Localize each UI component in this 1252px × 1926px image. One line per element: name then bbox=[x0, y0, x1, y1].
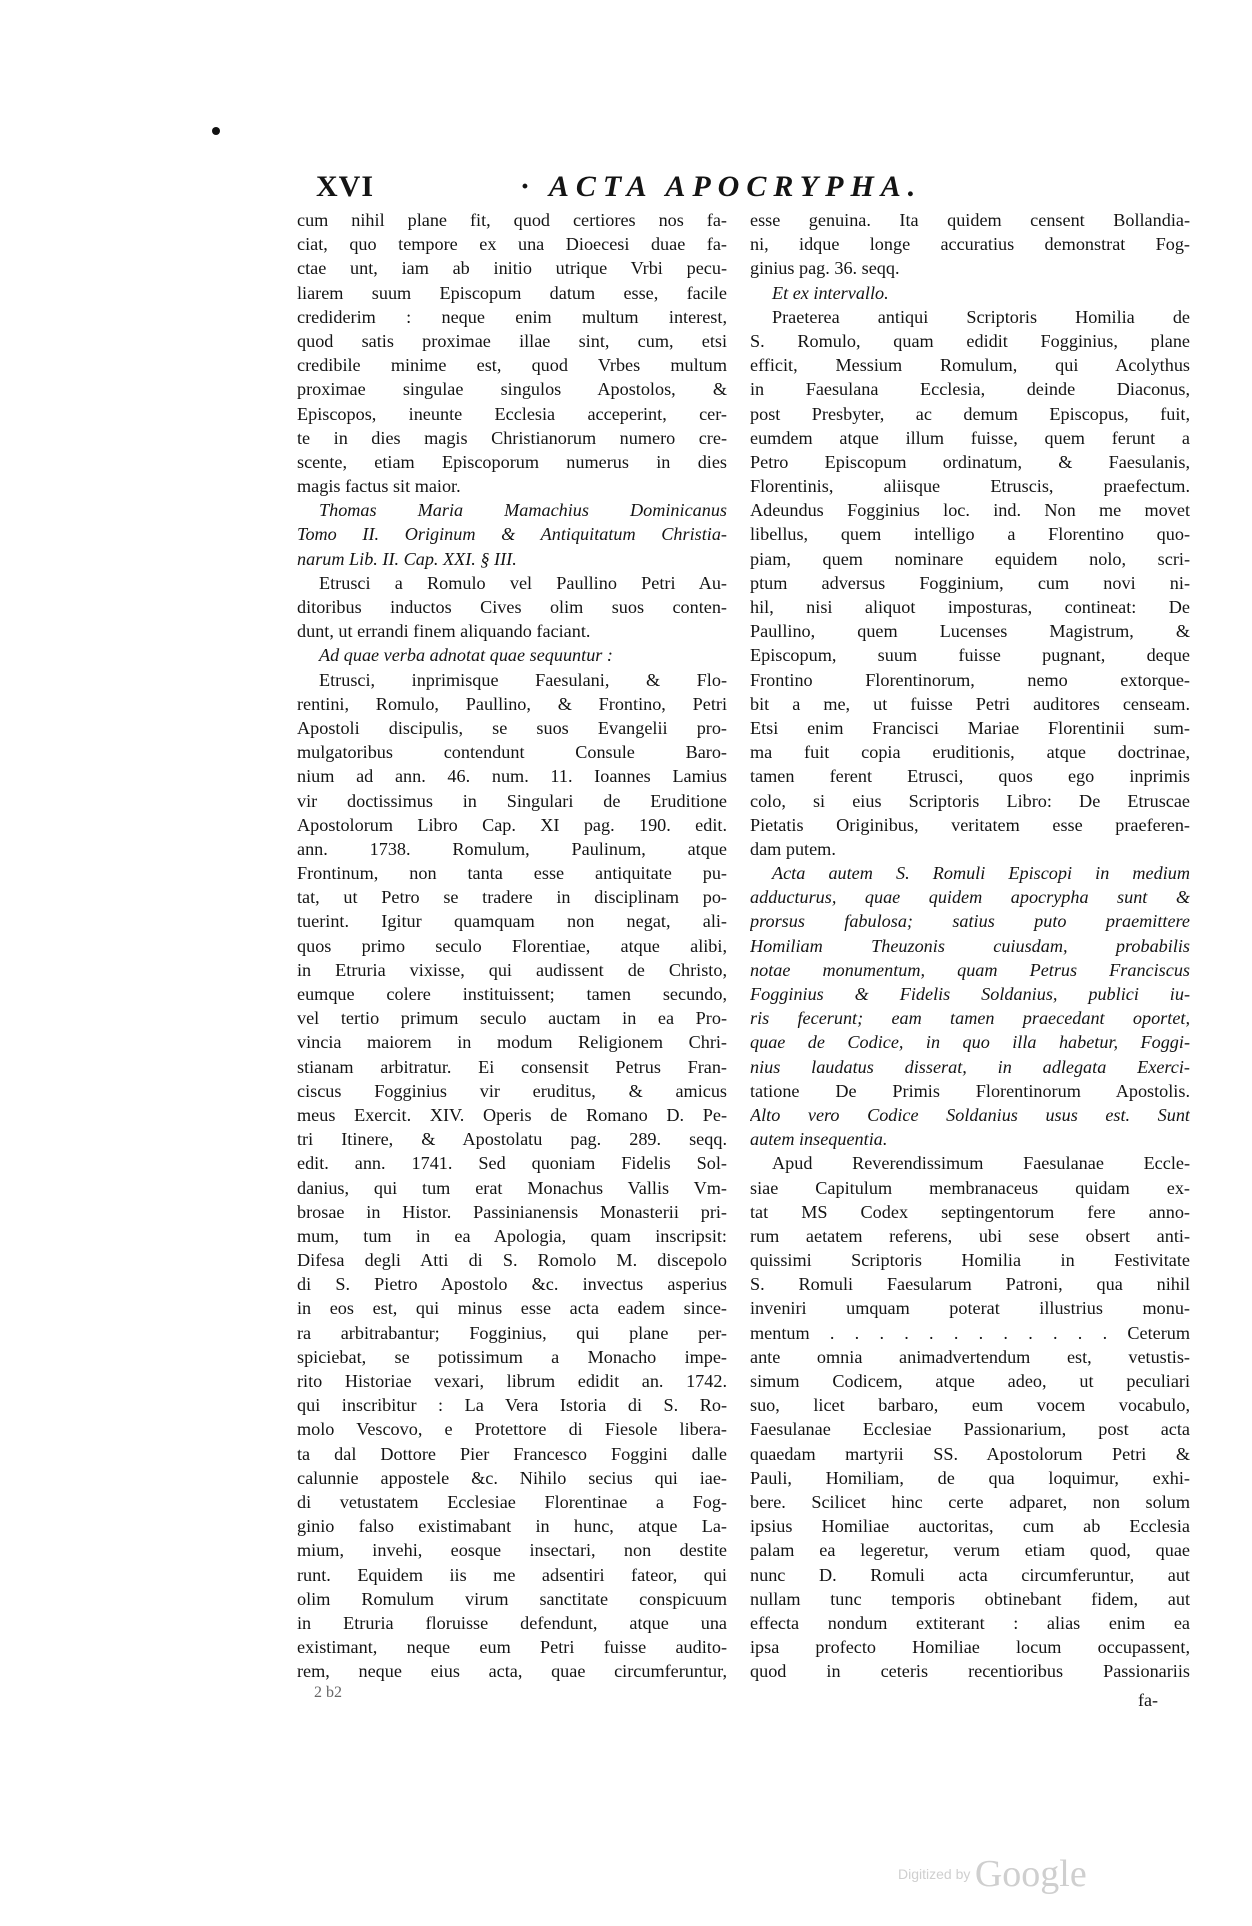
text-line: mulgatoribus contendunt Consule Baro- bbox=[297, 742, 727, 763]
text-line: in Faesulana Ecclesia, deinde Diaconus, bbox=[750, 379, 1190, 400]
text-line: Etsi enim Francisci Mariae Florentinii sum- bbox=[750, 717, 1190, 738]
text-line: Faesulanae Ecclesiae Passionarium, post acta bbox=[750, 1419, 1190, 1440]
text-line: Tomo II. Originum & Antiquitatum Christia- bbox=[297, 524, 727, 545]
text-line: nium ad ann. 46. num. 11. Ioannes Lamius bbox=[297, 766, 727, 787]
text-line: nunc D. Romuli acta circumferuntur, aut bbox=[750, 1564, 1190, 1585]
text-line: Et ex intervallo. bbox=[772, 282, 889, 303]
text-line: existimant, neque eum Petri fuisse audito- bbox=[297, 1637, 727, 1658]
text-line: narum Lib. II. Cap. XXI. § III. bbox=[297, 548, 517, 569]
text-line: Pauli, Homiliam, de qua loquimur, exhi- bbox=[750, 1467, 1190, 1488]
watermark-digitized-by: Digitized by bbox=[898, 1866, 971, 1882]
text-line: Paullino, quem Lucenses Magistrum, & bbox=[750, 621, 1190, 642]
text-line: Etrusci, inprimisque Faesulani, & Flo- bbox=[319, 669, 727, 690]
text-line: Frontino Florentinorum, nemo extorque- bbox=[750, 669, 1190, 690]
text-line: post Presbyter, ac demum Episcopus, fuit, bbox=[750, 403, 1190, 424]
text-line: ctae unt, iam ab initio utrique Vrbi pecu- bbox=[297, 258, 727, 279]
text-line: Etrusci a Romulo vel Paullino Petri Au- bbox=[319, 572, 727, 593]
running-title: · ACTA APOCRYPHA. bbox=[521, 170, 923, 203]
text-line: Difesa degli Atti di S. Romolo M. discepolo bbox=[297, 1250, 727, 1271]
text-line: ante omnia animadvertendum est, vetustis- bbox=[750, 1346, 1190, 1367]
text-line: di S. Pietro Apostolo &c. invectus asperius bbox=[297, 1274, 727, 1295]
text-line: vel tertio primum seculo auctam in ea Pro- bbox=[297, 1008, 727, 1029]
text-line: dam putem. bbox=[750, 838, 836, 859]
page-number: XVI bbox=[316, 170, 375, 203]
text-line: in Etruria floruisse defendunt, atque una bbox=[297, 1612, 727, 1633]
text-line: S. Romulo, quam edidit Fogginius, plane bbox=[750, 330, 1190, 351]
text-line: notae monumentum, quam Petrus Franciscus bbox=[750, 959, 1190, 980]
text-line: Petro Episcopum ordinatum, & Faesulanis, bbox=[750, 451, 1190, 472]
text-line: mum, tum in ea Apologia, quam inscripsit: bbox=[297, 1225, 727, 1246]
text-line: olim Romulum virum sanctitate conspicuum bbox=[297, 1588, 727, 1609]
text-line: efficit, Messium Romulum, qui Acolythus bbox=[750, 355, 1190, 376]
text-line: mentum . . . . . . . . . . . . Ceterum bbox=[750, 1322, 1190, 1343]
text-line: suo, licet barbaro, eum vocem vocabulo, bbox=[750, 1395, 1190, 1416]
text-line: esse genuina. Ita quidem censent Bollandia- bbox=[750, 210, 1190, 230]
text-line: ginius pag. 36. seqq. bbox=[750, 258, 900, 279]
text-line: ptum adversus Fogginium, cum novi ni- bbox=[750, 572, 1190, 593]
text-line: Ad quae verba adnotat quae sequuntur : bbox=[319, 645, 613, 666]
text-line: nullam tunc temporis obtinebant fidem, aut bbox=[750, 1588, 1190, 1609]
right-column bbox=[750, 208, 1190, 1683]
text-line: ginio falso existimabant in hunc, atque La- bbox=[297, 1516, 727, 1537]
text-line: Apostolorum Libro Cap. XI pag. 190. edit. bbox=[297, 814, 727, 835]
left-column bbox=[297, 208, 727, 1683]
text-line: vir doctissimus in Singulari de Eruditione bbox=[297, 790, 727, 811]
text-line: dunt, ut errandi finem aliquando faciant. bbox=[297, 621, 591, 642]
ink-speck bbox=[212, 127, 220, 135]
text-line: simum Codicem, atque adeo, ut peculiari bbox=[750, 1371, 1190, 1391]
text-line: quod in ceteris recentioribus Passionariis bbox=[750, 1661, 1190, 1682]
text-line: ciscus Fogginius vir eruditus, & amicus bbox=[297, 1080, 727, 1101]
text-line: quissimi Scriptoris Homilia in Festivitate bbox=[750, 1250, 1190, 1271]
text-line: ditoribus inductos Cives olim suos conten- bbox=[297, 597, 727, 617]
text-line: eumque colere instituissent; tamen secundo, bbox=[297, 984, 727, 1004]
text-line: danius, qui tum erat Monachus Vallis Vm- bbox=[297, 1177, 727, 1198]
text-line: Apostoli discipulis, se suos Evangelii pro- bbox=[297, 717, 727, 738]
text-line: tat, ut Petro se tradere in disciplinam po- bbox=[297, 887, 727, 908]
text-line: eumdem atque illum fuisse, quem ferunt a bbox=[750, 427, 1190, 448]
text-line: bit a me, ut fuisse Petri auditores censeam. bbox=[750, 693, 1190, 714]
text-line: liarem suum Episcopum datum esse, facile bbox=[297, 282, 727, 303]
text-line: Florentinis, aliisque Etruscis, praefectum. bbox=[750, 476, 1190, 497]
text-line: nius laudatus disserat, in adlegata Exerci- bbox=[750, 1056, 1190, 1077]
text-line: libellus, quem intelligo a Florentino quo- bbox=[750, 524, 1190, 545]
text-line: rentini, Romulo, Paullino, & Frontino, Petri bbox=[297, 693, 727, 714]
text-line: calunnie appostele &c. Nihilo secius qui iae- bbox=[297, 1467, 727, 1488]
text-line: quos primo seculo Florentiae, atque alibi, bbox=[297, 935, 727, 956]
text-line: Episcopos, ineunte Ecclesia acceperint, cer- bbox=[297, 403, 727, 424]
text-line: ta dal Dottore Pier Francesco Foggini dalle bbox=[297, 1443, 727, 1464]
text-line: Frontinum, non tanta esse antiquitate pu- bbox=[297, 863, 727, 884]
text-line: credibile minime est, quod Vrbes multum bbox=[297, 355, 727, 376]
text-line: siae Capitulum membranaceus quidam ex- bbox=[750, 1177, 1190, 1198]
text-line: Adeundus Fogginius loc. ind. Non me movet bbox=[750, 500, 1190, 521]
text-line: palam ea legeretur, verum etiam quod, quae bbox=[750, 1540, 1190, 1561]
text-line: tamen ferent Etrusci, quos ego inprimis bbox=[750, 766, 1190, 787]
text-line: ciat, quo tempore ex una Dioecesi duae fa- bbox=[297, 234, 727, 255]
text-line: quae de Codice, in quo illa habetur, Foggi- bbox=[750, 1032, 1190, 1053]
text-line: prorsus fabulosa; satius puto praemittere bbox=[750, 911, 1190, 932]
text-line: edit. ann. 1741. Sed quoniam Fidelis Sol- bbox=[297, 1153, 727, 1174]
page-header bbox=[316, 170, 1196, 210]
text-line: Alto vero Codice Soldanius usus est. Sunt bbox=[750, 1104, 1190, 1125]
text-line: di vetustatem Ecclesiae Florentinae a Fog- bbox=[297, 1491, 727, 1512]
text-line: Fogginius & Fidelis Soldanius, publici iu- bbox=[750, 984, 1190, 1004]
text-line: S. Romuli Faesularum Patroni, qua nihil bbox=[750, 1274, 1190, 1295]
text-line: Apud Reverendissimum Faesulanae Eccle- bbox=[772, 1153, 1190, 1174]
text-line: colo, si eius Scriptoris Libro: De Etruscae bbox=[750, 790, 1190, 811]
text-line: Praeterea antiqui Scriptoris Homilia de bbox=[772, 306, 1190, 327]
digitization-watermark bbox=[898, 1852, 1087, 1896]
text-line: meus Exercit. XIV. Operis de Romano D. Pe- bbox=[297, 1104, 727, 1125]
text-line: Thomas Maria Mamachius Dominicanus bbox=[319, 500, 727, 521]
text-line: in eos est, qui minus esse acta eadem since- bbox=[297, 1298, 727, 1319]
text-line: molo Vescovo, e Protettore di Fiesole libera- bbox=[297, 1419, 727, 1440]
text-line: te in dies magis Christianorum numero cre- bbox=[297, 427, 727, 448]
text-line: tat MS Codex septingentorum fere anno- bbox=[750, 1201, 1190, 1222]
text-line: effecta nondum extiterant : alias enim ea bbox=[750, 1612, 1190, 1633]
text-line: Acta autem S. Romuli Episcopi in medium bbox=[772, 863, 1190, 884]
text-line: runt. Equidem iis me adsentiri fateor, qui bbox=[297, 1564, 727, 1585]
text-line: rito Historiae vexari, librum edidit an. 1742. bbox=[297, 1371, 727, 1391]
text-line: Homiliam Theuzonis cuiusdam, probabilis bbox=[750, 935, 1190, 956]
text-line: rem, neque eius acta, quae circumferuntur, bbox=[297, 1661, 727, 1682]
text-line: qui inscribitur : La Vera Istoria di S. Ro- bbox=[297, 1395, 727, 1416]
text-line: rum aetatem referens, ubi sese obsert anti- bbox=[750, 1225, 1190, 1246]
text-line: ris fecerunt; eam tamen praecedant oportet, bbox=[750, 1008, 1190, 1029]
text-line: bere. Scilicet hinc certe adparet, non solum bbox=[750, 1491, 1190, 1512]
text-line: Episcopum, suum fuisse pugnant, deque bbox=[750, 645, 1190, 666]
text-line: tri Itinere, & Apostolatu pag. 289. seqq. bbox=[297, 1129, 727, 1150]
text-line: stianam arbitratur. Ei consensit Petrus Fran- bbox=[297, 1056, 727, 1077]
text-line: ra arbitrabantur; Fogginius, qui plane per- bbox=[297, 1322, 727, 1343]
text-line: quaedam martyrii SS. Apostolorum Petri & bbox=[750, 1443, 1190, 1464]
text-line: ma fuit copia eruditionis, atque doctrinae, bbox=[750, 742, 1190, 763]
text-line: cum nihil plane fit, quod certiores nos fa- bbox=[297, 210, 727, 230]
text-line: hil, nisi aliquot imposturas, contineat: De bbox=[750, 597, 1190, 617]
text-line: piam, quem nominare equidem nolo, scri- bbox=[750, 548, 1190, 569]
signature-mark: 2 b2 bbox=[314, 1684, 342, 1701]
text-line: in Etruria vixisse, qui audissent de Christo, bbox=[297, 959, 727, 980]
text-line: spiciebat, se potissimum a Monacho impe- bbox=[297, 1346, 727, 1367]
text-line: vincia maiorem in modum Religionem Chri- bbox=[297, 1032, 727, 1053]
text-line: proximae singulae singulos Apostolos, & bbox=[297, 379, 727, 400]
catchword: fa- bbox=[1138, 1690, 1158, 1710]
text-line: adducturus, quae quidem apocrypha sunt & bbox=[750, 887, 1190, 908]
text-line: Pietatis Originibus, veritatem esse praeferen- bbox=[750, 814, 1190, 835]
text-line: autem insequentia. bbox=[750, 1129, 888, 1150]
text-line: ann. 1738. Romulum, Paulinum, atque bbox=[297, 838, 727, 859]
watermark-brand: Google bbox=[974, 1853, 1087, 1895]
text-line: inveniri umquam poterat illustrius monu- bbox=[750, 1298, 1190, 1319]
text-line: ipsius Homiliae auctoritas, cum ab Ecclesia bbox=[750, 1516, 1190, 1537]
text-line: ipsa profecto Homiliae locum occupassent, bbox=[750, 1637, 1190, 1658]
text-line: crediderim : neque enim multum interest, bbox=[297, 306, 727, 327]
text-line: tatione De Primis Florentinorum Apostolis. bbox=[750, 1080, 1190, 1101]
text-line: brosae in Histor. Passinianensis Monasterii pri- bbox=[297, 1201, 727, 1222]
text-line: mium, invehi, eosque insectari, non destite bbox=[297, 1540, 727, 1561]
text-line: quod satis proximae illae sint, cum, etsi bbox=[297, 330, 727, 351]
text-line: tuerint. Igitur quamquam non negat, ali- bbox=[297, 911, 727, 932]
text-line: magis factus sit maior. bbox=[297, 476, 461, 497]
text-line: scente, etiam Episcoporum numerus in dies bbox=[297, 451, 727, 472]
text-line: ni, idque longe accuratius demonstrat Fog- bbox=[750, 234, 1190, 255]
